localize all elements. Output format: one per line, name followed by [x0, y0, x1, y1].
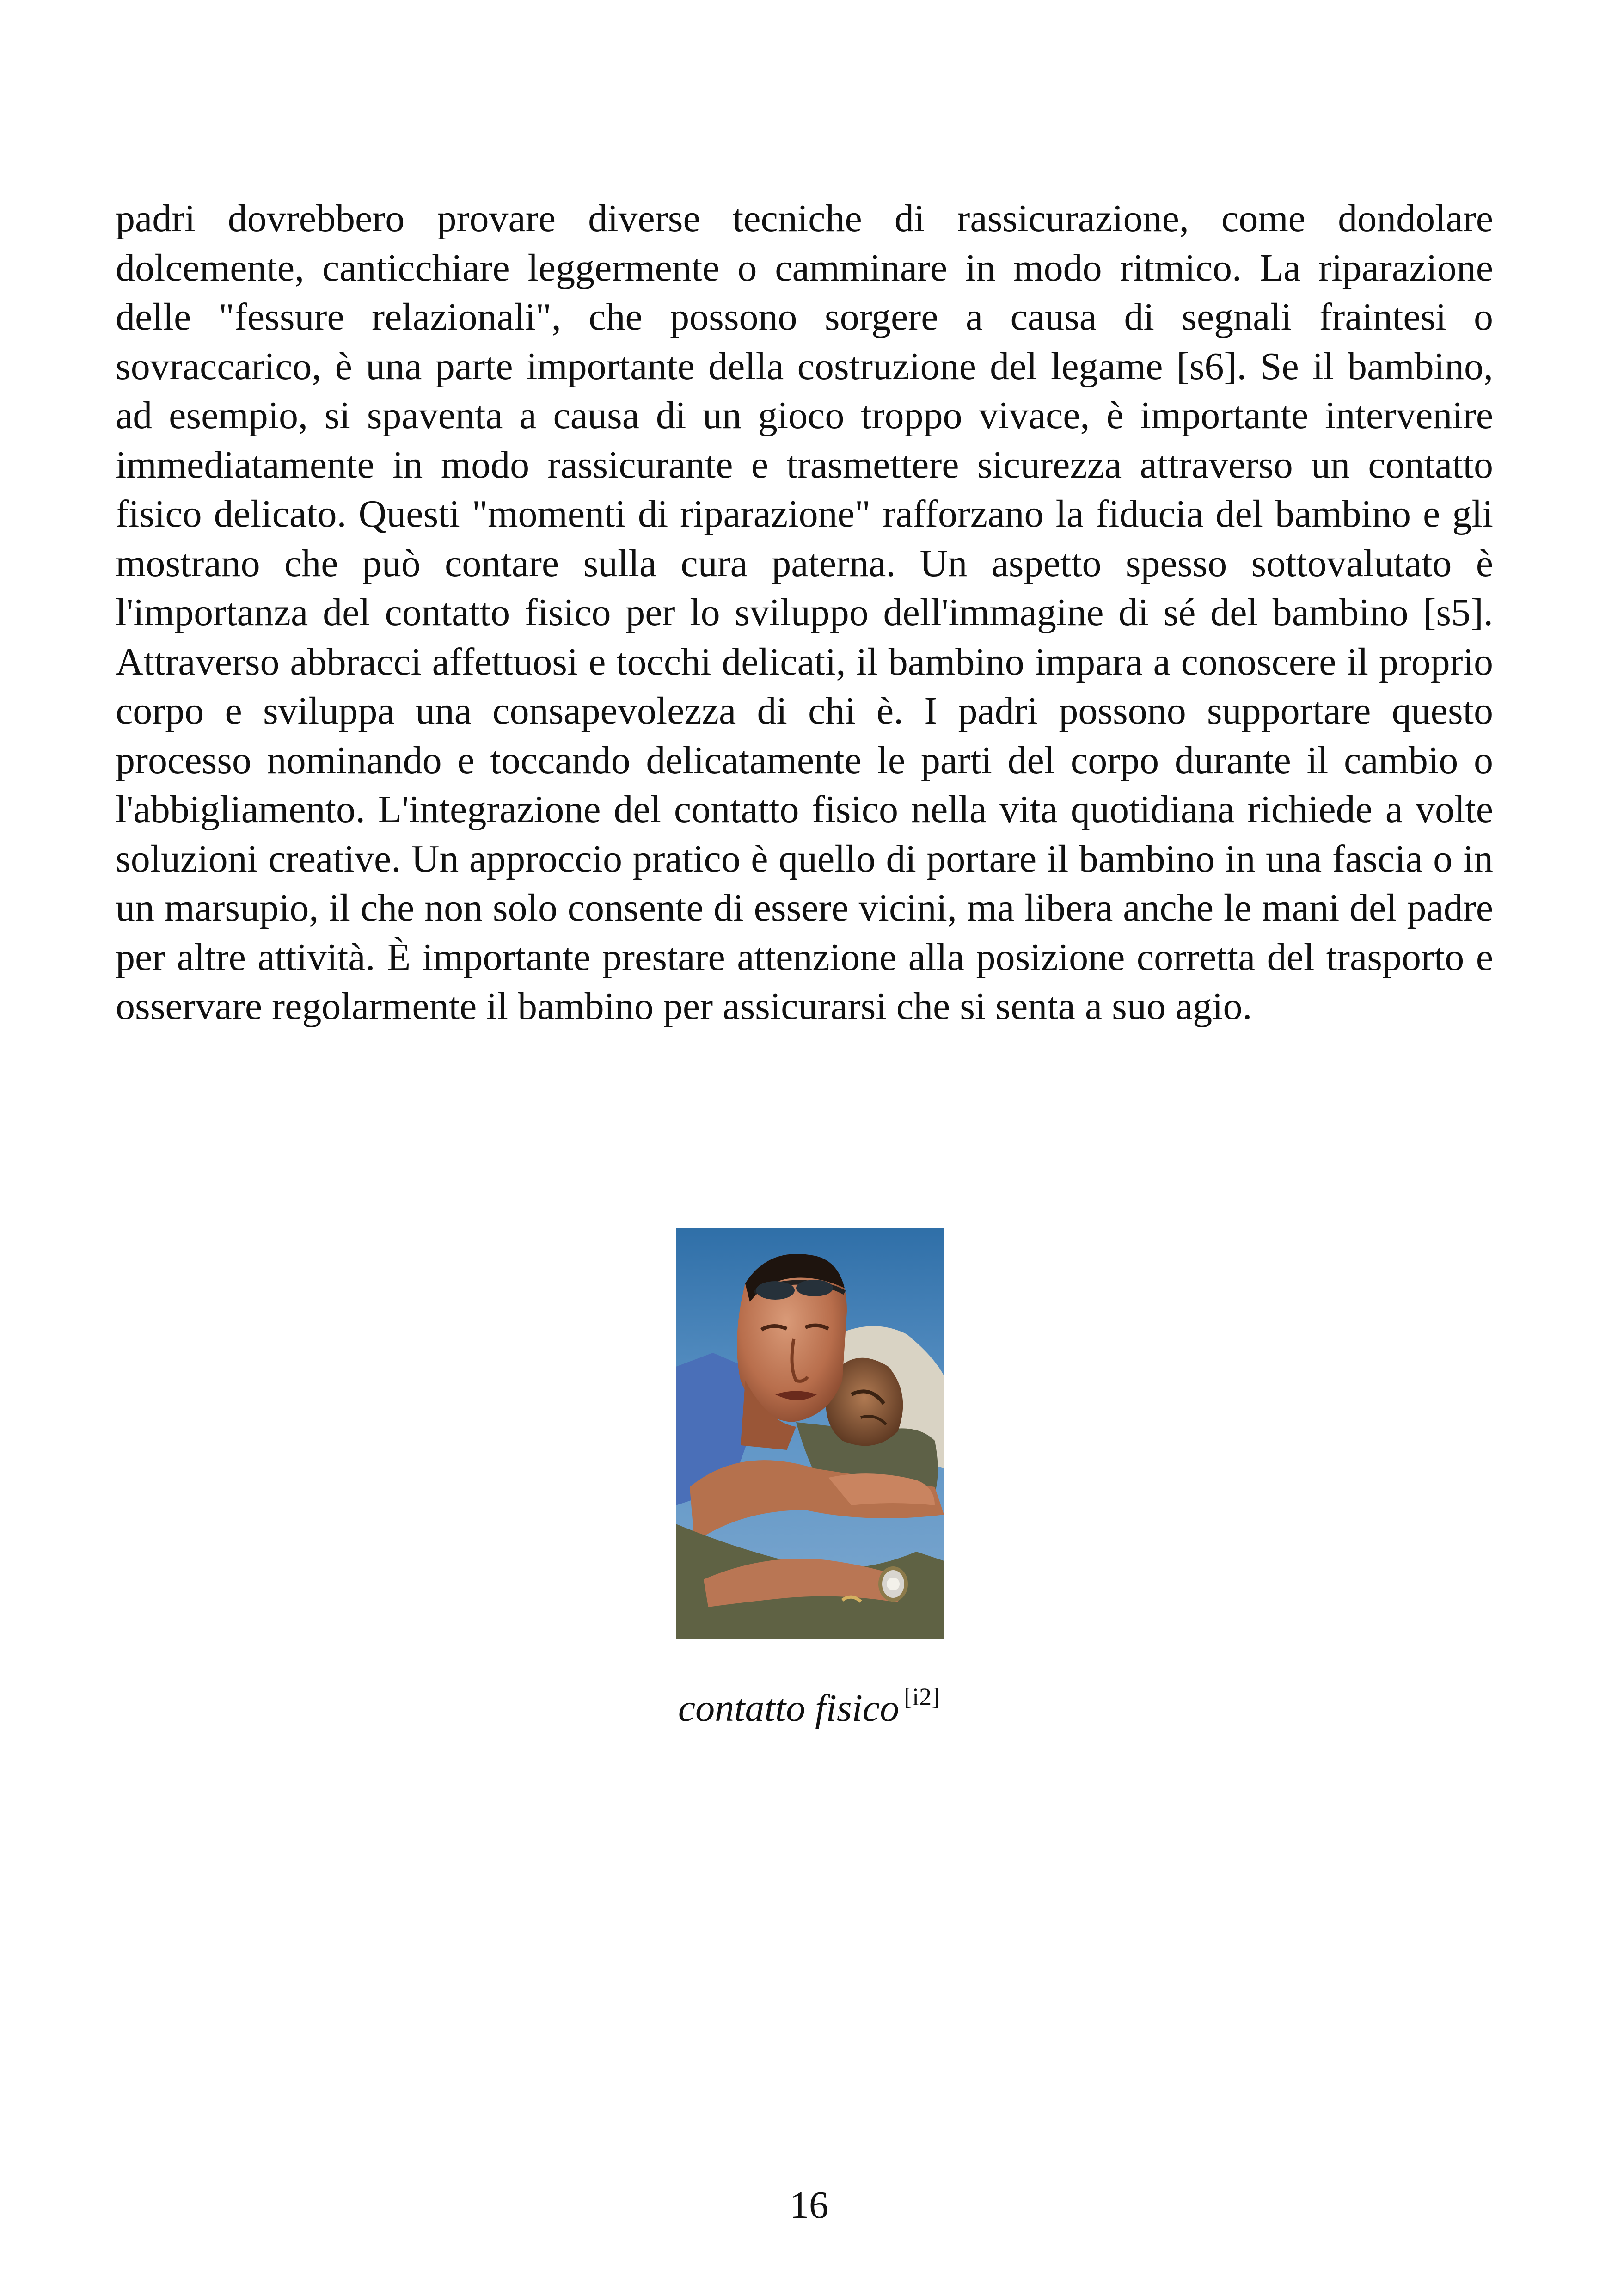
caption-text: contatto fisico — [678, 1687, 900, 1730]
photo-illustration — [676, 1228, 944, 1639]
page-number: 16 — [790, 2184, 828, 2227]
caption-reference: [i2] — [904, 1683, 940, 1711]
photo-hug — [676, 1228, 944, 1639]
figure-caption — [555, 1683, 1063, 1734]
body-paragraph: padri dovrebbero provare diverse tecniche di rassicurazione, come dondolare dolcemente, canticchiare leggermente o camminare in modo ritmico. La riparazione delle "fessure relazionali", che possono sorgere a causa di segnali fraintesi o sovraccarico, è una parte importante della costruzione del legame [s6]. Se il bambino, ad esempio, si spaventa a causa di un gioco troppo vivace, è importante intervenire immediatamente in modo rassicurante e trasmettere sicurezza attraverso un contatto fisico delicato. Questi "momenti di riparazione" rafforzano la fiducia del bambino e gli mostrano che può contare sulla cura paterna. Un aspetto spesso sottovalutato è l'importanza del contatto fisico per lo sviluppo dell'immagine di sé del bambino [s5]. Attraverso abbracci affettuosi e tocchi delicati, il bambino impara a conoscere il proprio corpo e sviluppa una consapevolezza di chi è. I padri possono supportare questo processo nominando e toccando delicatamente le parti del corpo durante il cambio o l'abbigliamento. L'integrazione del contatto fisico nella vita quotidiana richiede a volte soluzioni creative. Un approccio pratico è quello di portare il bambino in una fascia o in un marsupio, il che non solo consente di essere vicini, ma libera anche le mani del padre per altre attività. È importante prestare attenzione alla posizione corretta del trasporto e osservare regolarmente il bambino per assicurarsi che si senta a suo agio. — [116, 197, 1493, 1028]
